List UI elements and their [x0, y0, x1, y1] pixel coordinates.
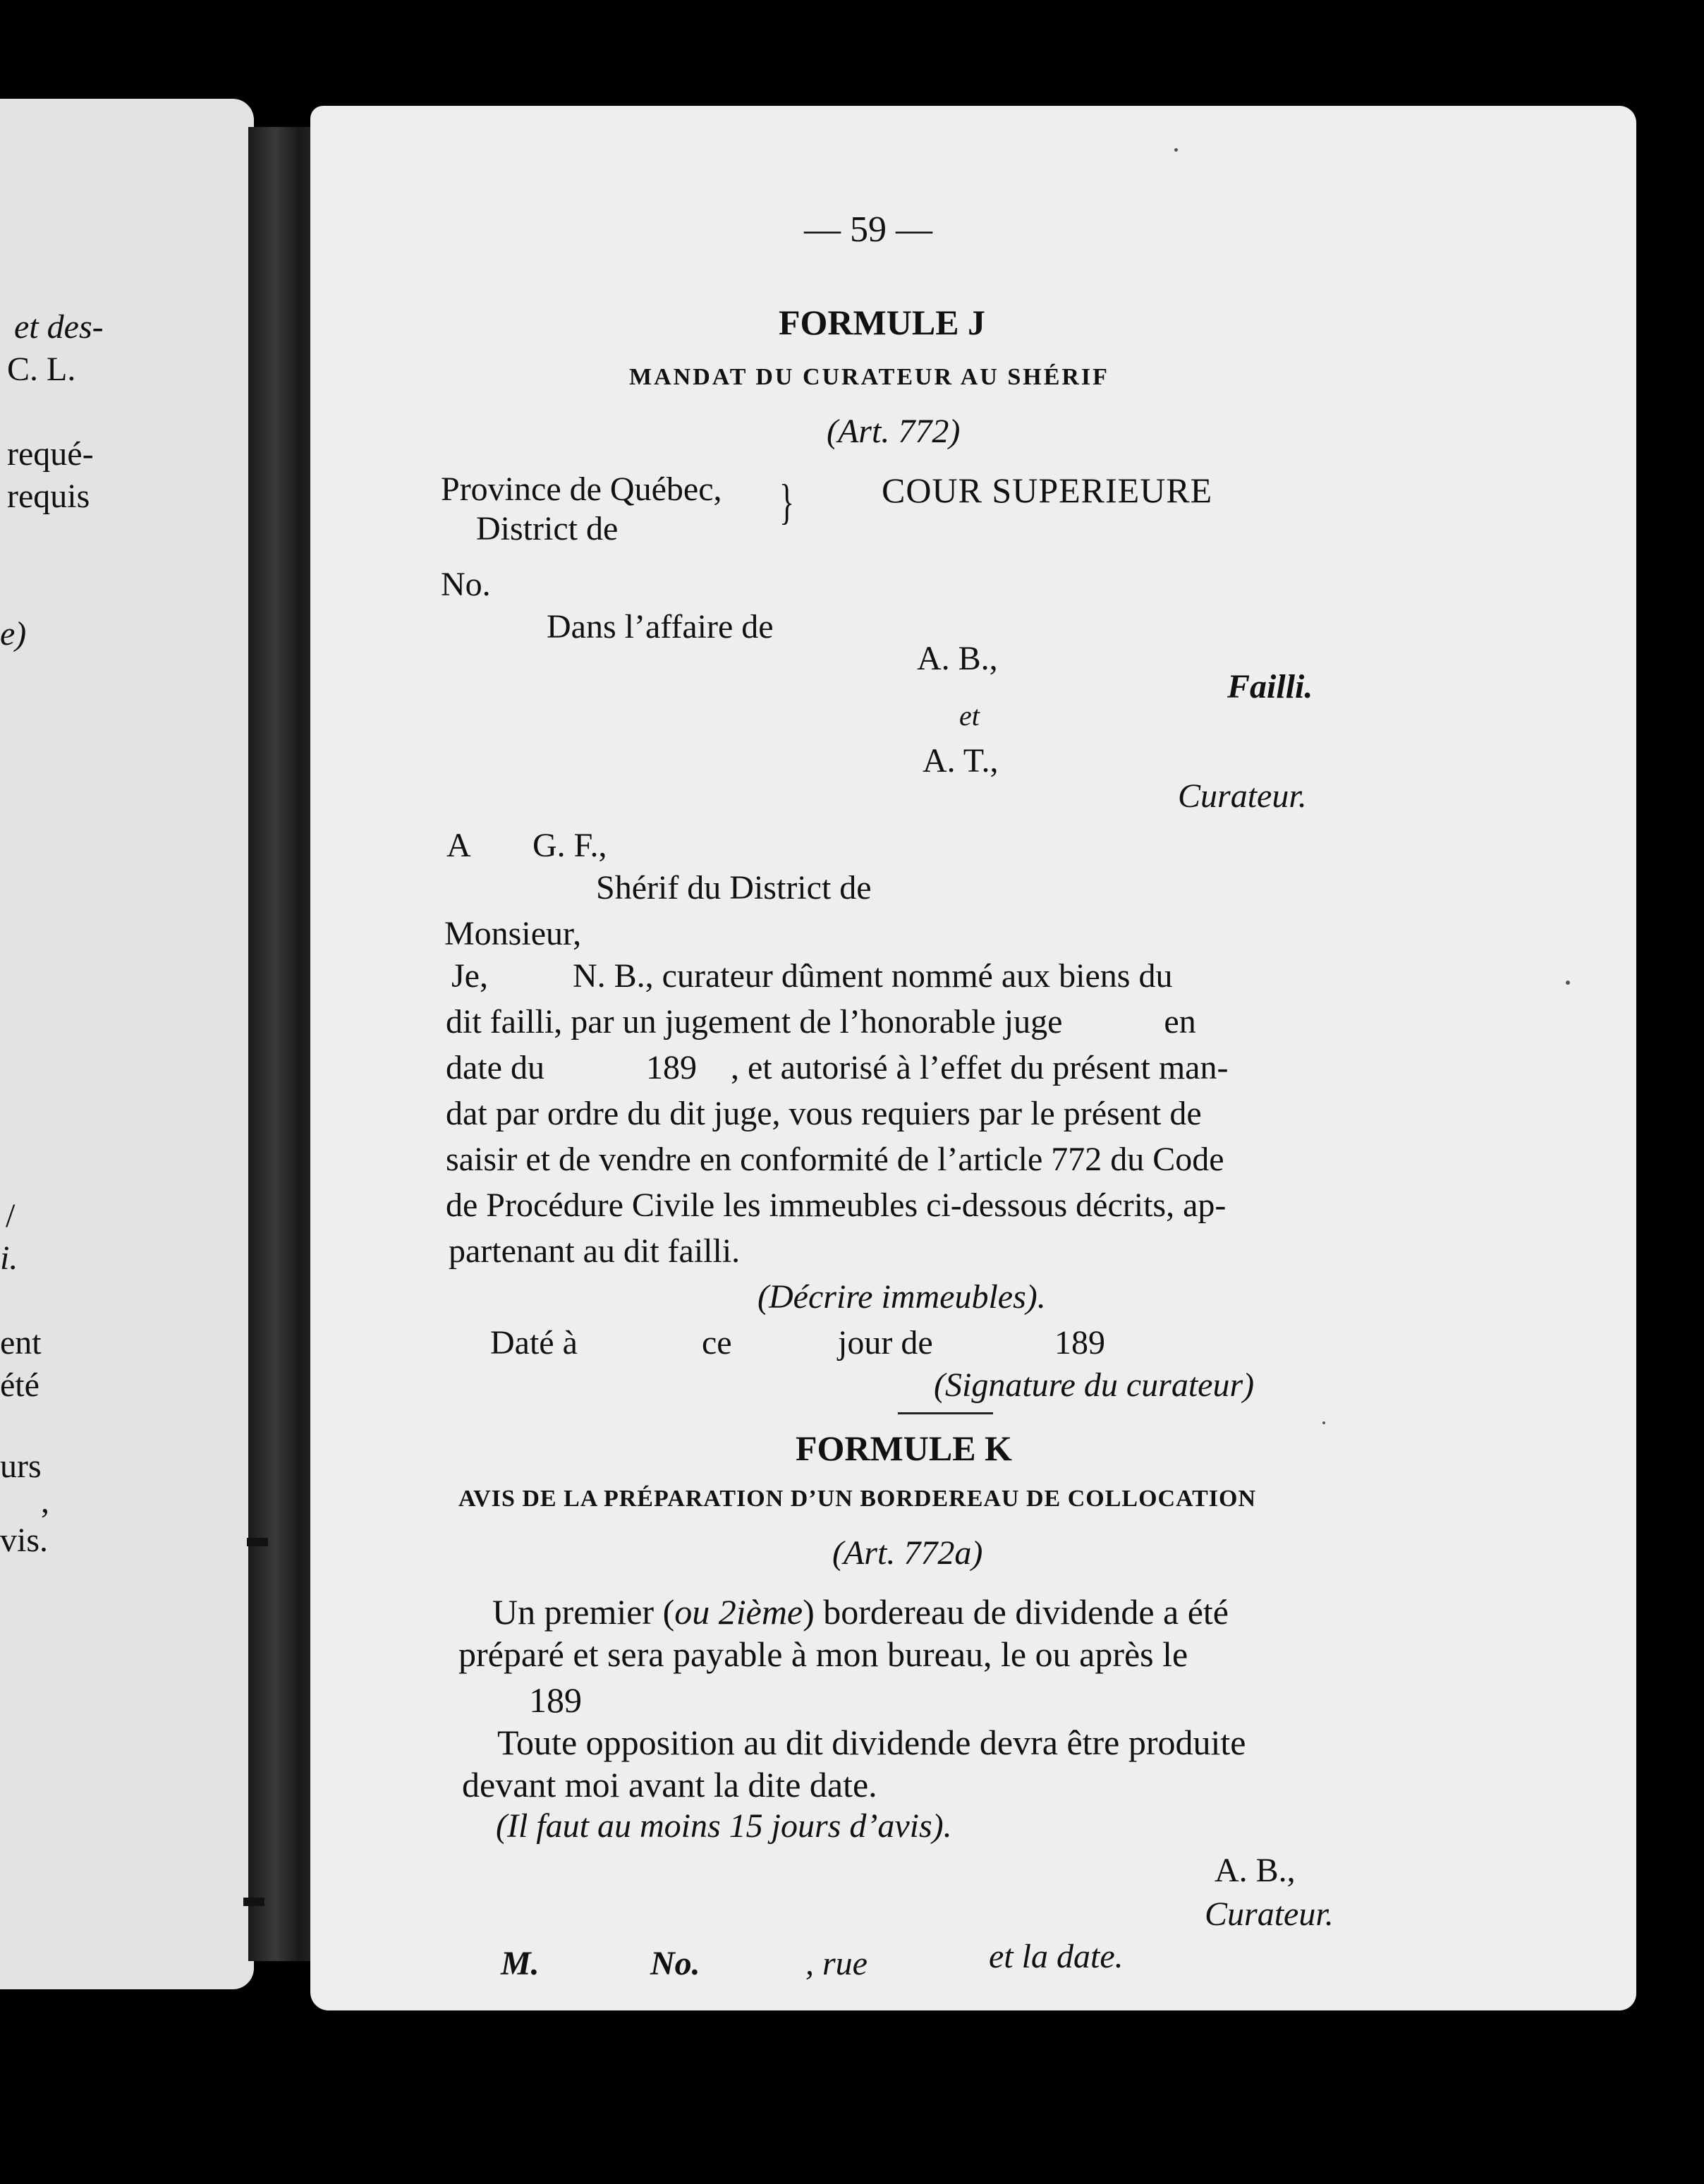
court-name: COUR SUPERIEURE: [882, 471, 1213, 510]
address-a: A: [446, 827, 471, 864]
formule-j-title: FORMULE J: [779, 303, 986, 342]
scan-speck: [1566, 981, 1570, 985]
number-label: No.: [441, 566, 491, 603]
notice-requirement: (Il faut au moins 15 jours d’avis).: [496, 1807, 952, 1845]
party-2-role: Curateur.: [1178, 777, 1307, 815]
salutation: Monsieur,: [444, 915, 582, 952]
body-line: dit failli, par un jugement de l’honorable juge en: [446, 1003, 1196, 1041]
notice-line-4: Toute opposition au dit dividende devra être produite: [497, 1723, 1246, 1762]
left-page-line: C. L.: [7, 351, 76, 388]
notice-text-italic: ou 2ième: [674, 1592, 803, 1632]
scan-speck: [1174, 148, 1178, 152]
left-page-line: ent: [0, 1324, 42, 1361]
left-page-line: e): [0, 615, 27, 653]
body-line: dat par ordre du dit juge, vous requiers par le présent de: [446, 1095, 1202, 1132]
brace-symbol: }: [779, 474, 795, 530]
notice-text: ) bordereau de dividende a été: [803, 1592, 1229, 1632]
signer-name: A. B.,: [1215, 1852, 1296, 1889]
left-page-line: ,: [41, 1483, 49, 1520]
decrire-note: (Décrire immeubles).: [757, 1278, 1046, 1316]
body-line: date du 189 , et autorisé à l’effet du présent man-: [446, 1049, 1229, 1086]
party-1-name: A. B.,: [917, 640, 998, 677]
district-label: District de: [476, 510, 619, 547]
date-ce-label: ce: [702, 1324, 732, 1361]
address-gf: G. F.,: [532, 827, 607, 864]
date-jour-label: jour de: [838, 1324, 933, 1361]
et-connector: et: [959, 700, 980, 732]
binding-stitch: [247, 1538, 268, 1546]
body-line: partenant au dit failli.: [449, 1232, 741, 1270]
date-a-label: Daté à: [490, 1324, 578, 1361]
address-title: Shérif du District de: [596, 869, 872, 906]
notice-line-3: 189: [529, 1680, 582, 1720]
notice-text: Un premier (: [492, 1592, 675, 1632]
scan-speck: [1322, 1421, 1325, 1424]
footer-no: No.: [650, 1945, 700, 1982]
party-2-name: A. T.,: [923, 742, 999, 779]
formule-j-article: (Art. 772): [827, 413, 961, 450]
party-1-role: Failli.: [1227, 668, 1313, 705]
left-page-line: été: [0, 1366, 39, 1404]
body-line: saisir et de vendre en conformité de l’article 772 du Code: [446, 1141, 1224, 1178]
notice-line-2: préparé et sera payable à mon bureau, le ou après le: [458, 1634, 1188, 1674]
left-page: [0, 99, 254, 1989]
footer-date: et la date.: [989, 1938, 1124, 1975]
notice-line-1: [492, 1594, 1229, 1630]
formule-j-subtitle: MANDAT DU CURATEUR AU SHÉRIF: [629, 364, 1109, 390]
body-line: de Procédure Civile les immeubles ci-dessous décrits, ap-: [446, 1187, 1227, 1224]
footer-rue: , rue: [805, 1945, 868, 1982]
left-page-line: /: [6, 1197, 16, 1234]
formule-k-article: (Art. 772a): [832, 1534, 983, 1572]
formule-k-title: FORMULE K: [796, 1428, 1012, 1468]
signer-role: Curateur.: [1205, 1895, 1334, 1933]
left-page-line: i.: [0, 1239, 18, 1277]
left-page-line: urs: [0, 1448, 42, 1485]
affaire-label: Dans l’affaire de: [547, 608, 774, 645]
province-label: Province de Québec,: [441, 471, 722, 508]
main-page: [310, 106, 1636, 2010]
left-page-line: vis.: [0, 1522, 49, 1559]
left-page-line: et des-: [14, 308, 104, 346]
notice-line-5: devant moi avant la dite date.: [462, 1765, 877, 1804]
body-line: Je, N. B., curateur dûment nommé aux biens du: [451, 957, 1173, 995]
date-year: 189: [1054, 1324, 1105, 1361]
section-divider: [898, 1412, 993, 1414]
left-page-line: requis: [7, 478, 90, 515]
left-page-line: requé-: [7, 435, 94, 473]
formule-k-subtitle: AVIS DE LA PRÉPARATION D’UN BORDEREAU DE COLLOCATION: [458, 1486, 1257, 1512]
signature-note: (Signature du curateur): [934, 1366, 1255, 1404]
binding-stitch: [243, 1898, 264, 1906]
page-number: — 59 —: [804, 210, 932, 250]
footer-m: M.: [501, 1945, 540, 1982]
